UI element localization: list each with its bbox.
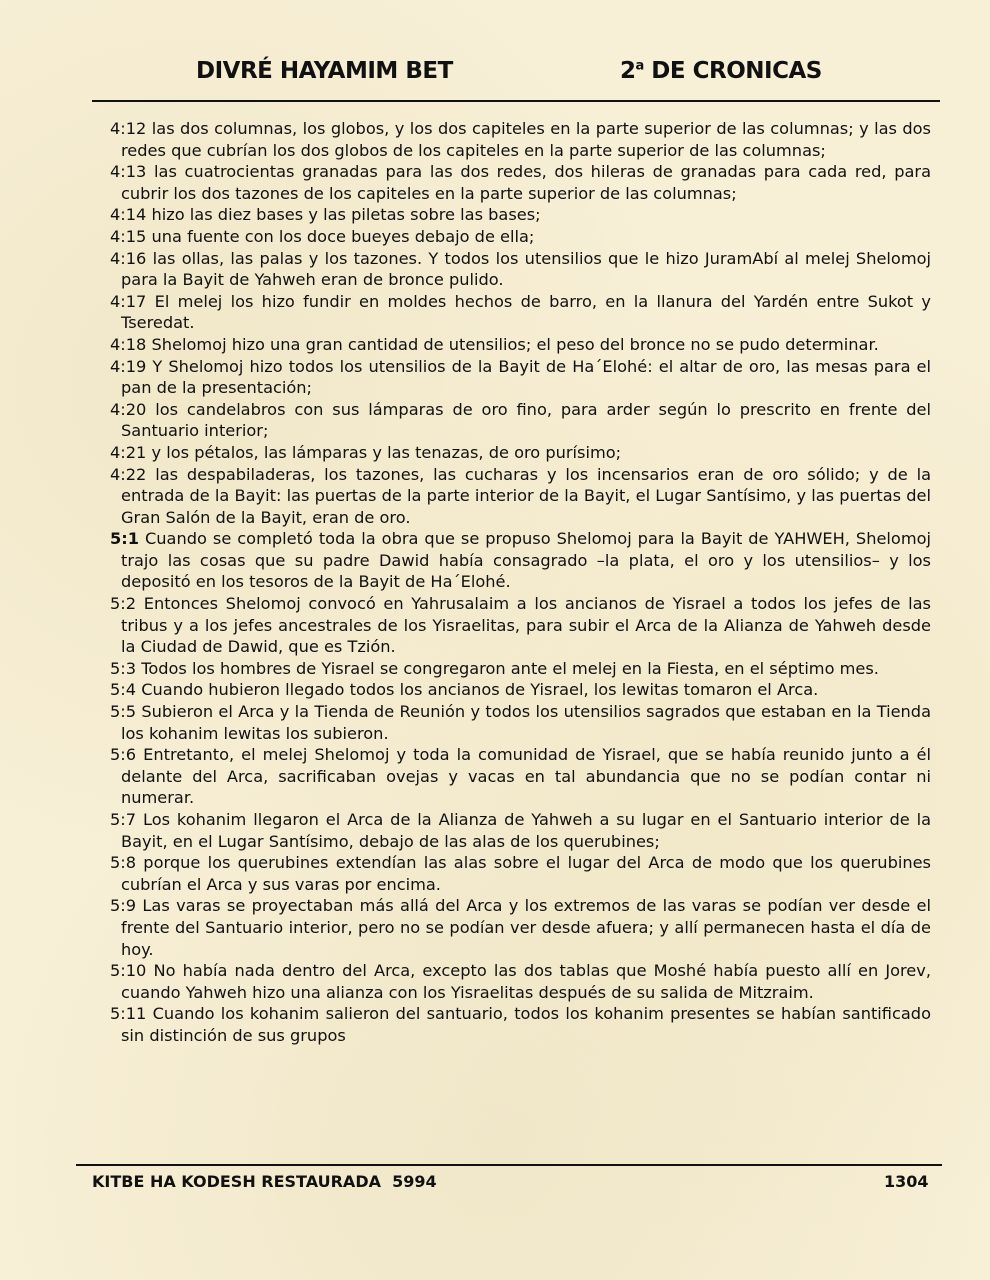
verse-text: Entonces Shelomoj convocó en Yahrusalaim a los ancianos de Yisrael a todos los jefes de las tribus y a los jefes ancestrales de los Yisraelitas, para subir el Arca de la Alianza de Yahweh desde la Ciudad de Dawid, que es Tzión. (121, 594, 931, 657)
verse-reference: 4:22 (110, 464, 147, 484)
verse (110, 960, 931, 1003)
verse-reference: 4:21 (110, 442, 147, 462)
verse-text: Cuando se completó toda la obra que se propuso Shelomoj para la Bayit de YAHWEH, Shelomoj trajo las cosas que su padre Dawid había consagrado –la plata, el oro y los utensilios– y los depositó en los tesoros de la Bayit de Ha´Elohé. (121, 529, 931, 592)
verse-text: las dos columnas, los globos, y los dos capiteles en la parte superior de las columnas; y las dos redes que cubrían los dos globos de los capiteles en la parte superior de las columnas; (121, 119, 931, 160)
verse (110, 118, 931, 161)
verse (110, 852, 931, 895)
verse-reference: 4:12 (110, 119, 147, 138)
verse-reference: 4:19 (110, 356, 147, 376)
verse (110, 204, 931, 226)
verse-text: las despabiladeras, los tazones, las cucharas y los incensarios eran de oro sólido; y de la entrada de la Bayit: las puertas de la parte interior de la Bayit, el Lugar Santísimo, y las puertas del Gran Salón de la Bayit, eran de oro. (121, 464, 931, 527)
verse-list (110, 118, 931, 1047)
verse (110, 809, 931, 852)
verse-text: porque los querubines extendían las alas sobre el lugar del Arca de modo que los querubines cubrían el Arca y sus varas por encima. (121, 853, 931, 894)
verse (110, 161, 931, 204)
verse-reference: 4:17 (110, 291, 147, 311)
verse (110, 658, 931, 680)
verse (110, 442, 931, 464)
header-divider (92, 100, 940, 102)
verse-text: No había nada dentro del Arca, excepto las dos tablas que Moshé había puesto allí en Jorev, cuando Yahweh hizo una alianza con los Yisraelitas después de su salida de Mitzraim. (121, 961, 931, 1002)
verse-text: y los pétalos, las lámparas y las tenazas, de oro purísimo; (146, 442, 622, 462)
verse (110, 895, 931, 960)
verse (110, 679, 931, 701)
verse-reference: 5:7 (110, 810, 137, 829)
verse (110, 744, 931, 809)
verse-text: Shelomoj hizo una gran cantidad de utensilios; el peso del bronce no se pudo determinar. (146, 334, 879, 354)
verse-text: las cuatrocientas granadas para las dos redes, dos hileras de granadas para cada red, para cubrir los dos tazones de los capiteles en la parte superior de las columnas; (121, 162, 931, 203)
verse-reference: 5:4 (110, 680, 137, 700)
verse (110, 1003, 931, 1046)
footer-divider (76, 1164, 942, 1166)
verse (110, 464, 931, 529)
verse-reference: 4:13 (110, 162, 147, 182)
verse-reference: 4:20 (110, 399, 147, 419)
verse-reference: 5:11 (110, 1004, 147, 1024)
verse-text: las ollas, las palas y los tazones. Y todos los utensilios que le hizo JuramAbí al melej Shelomoj para la Bayit de Yahweh eran de bronce pulido. (121, 248, 931, 290)
verse-reference: 5:6 (110, 745, 137, 765)
verse-reference: 4:16 (110, 248, 147, 268)
page-header (0, 58, 990, 92)
verse-text: Todos los hombres de Yisrael se congregaron ante el melej en la Fiesta, en el séptimo mes. (136, 658, 879, 678)
page-number: 1304 (884, 1172, 929, 1191)
verse (110, 593, 931, 658)
footer-title: KITBE HA KODESH RESTAURADA 5994 (92, 1172, 437, 1191)
verse-text: Y Shelomoj hizo todos los utensilios de la Bayit de Ha´Elohé: el altar de oro, las mesas para el pan de la presentación; (121, 356, 931, 398)
verse-text: hizo las diez bases y las piletas sobre las bases; (146, 205, 541, 225)
verse-reference: 5:10 (110, 961, 147, 981)
verse (110, 226, 931, 248)
verse (110, 528, 931, 593)
verse-reference: 5:8 (110, 853, 137, 873)
book-subtitle (620, 58, 822, 84)
verse-reference: 5:1 (110, 529, 139, 549)
verse-reference: 4:15 (110, 226, 147, 246)
verse (110, 701, 931, 744)
verse (110, 248, 931, 291)
verse-text: una fuente con los doce bueyes debajo de ella; (146, 226, 535, 246)
book-subtitle-number: 2 (620, 58, 636, 84)
verse-reference: 4:14 (110, 205, 147, 225)
book-title: DIVRÉ HAYAMIM BET (196, 58, 453, 84)
verse-reference: 5:5 (110, 702, 137, 722)
verse (110, 356, 931, 399)
verse-text: Cuando los kohanim salieron del santuario, todos los kohanim presentes se habían santificado sin distinción de sus grupos (121, 1004, 931, 1045)
verse-text: Entretanto, el melej Shelomoj y toda la comunidad de Yisrael, que se había reunido junto a él delante del Arca, sacrificaban ovejas y vacas en tal abundancia que no se podían contar ni numerar. (121, 745, 931, 808)
verse-reference: 4:18 (110, 334, 147, 354)
verse-text: Las varas se proyectaban más allá del Arca y los extremos de las varas se podían ver desde el frente del Santuario interior, pero no se podían ver desde afuera; y allí permanecen hasta el día de hoy. (121, 896, 931, 959)
verse-reference: 5:3 (110, 658, 137, 678)
verse (110, 334, 931, 356)
book-subtitle-ordinal: a (635, 58, 644, 74)
verse (110, 399, 931, 442)
verse-text: Subieron el Arca y la Tienda de Reunión y todos los utensilios sagrados que estaban en la Tienda los kohanim lewitas los subieron. (121, 702, 931, 743)
verse-reference: 5:2 (110, 594, 137, 614)
verse-text: Los kohanim llegaron el Arca de la Alianza de Yahweh a su lugar en el Santuario interior de la Bayit, en el Lugar Santísimo, debajo de las alas de los querubines; (121, 810, 931, 851)
verse-text: Cuando hubieron llegado todos los ancianos de Yisrael, los lewitas tomaron el Arca. (136, 680, 819, 700)
verse-text: los candelabros con sus lámparas de oro fino, para arder según lo prescrito en frente del Santuario interior; (121, 399, 931, 441)
verse (110, 291, 931, 334)
verse-text: El melej los hizo fundir en moldes hechos de barro, en la llanura del Yardén entre Sukot y Tseredat. (121, 291, 931, 333)
book-subtitle-text: DE CRONICAS (643, 58, 822, 84)
verse-reference: 5:9 (110, 896, 137, 916)
